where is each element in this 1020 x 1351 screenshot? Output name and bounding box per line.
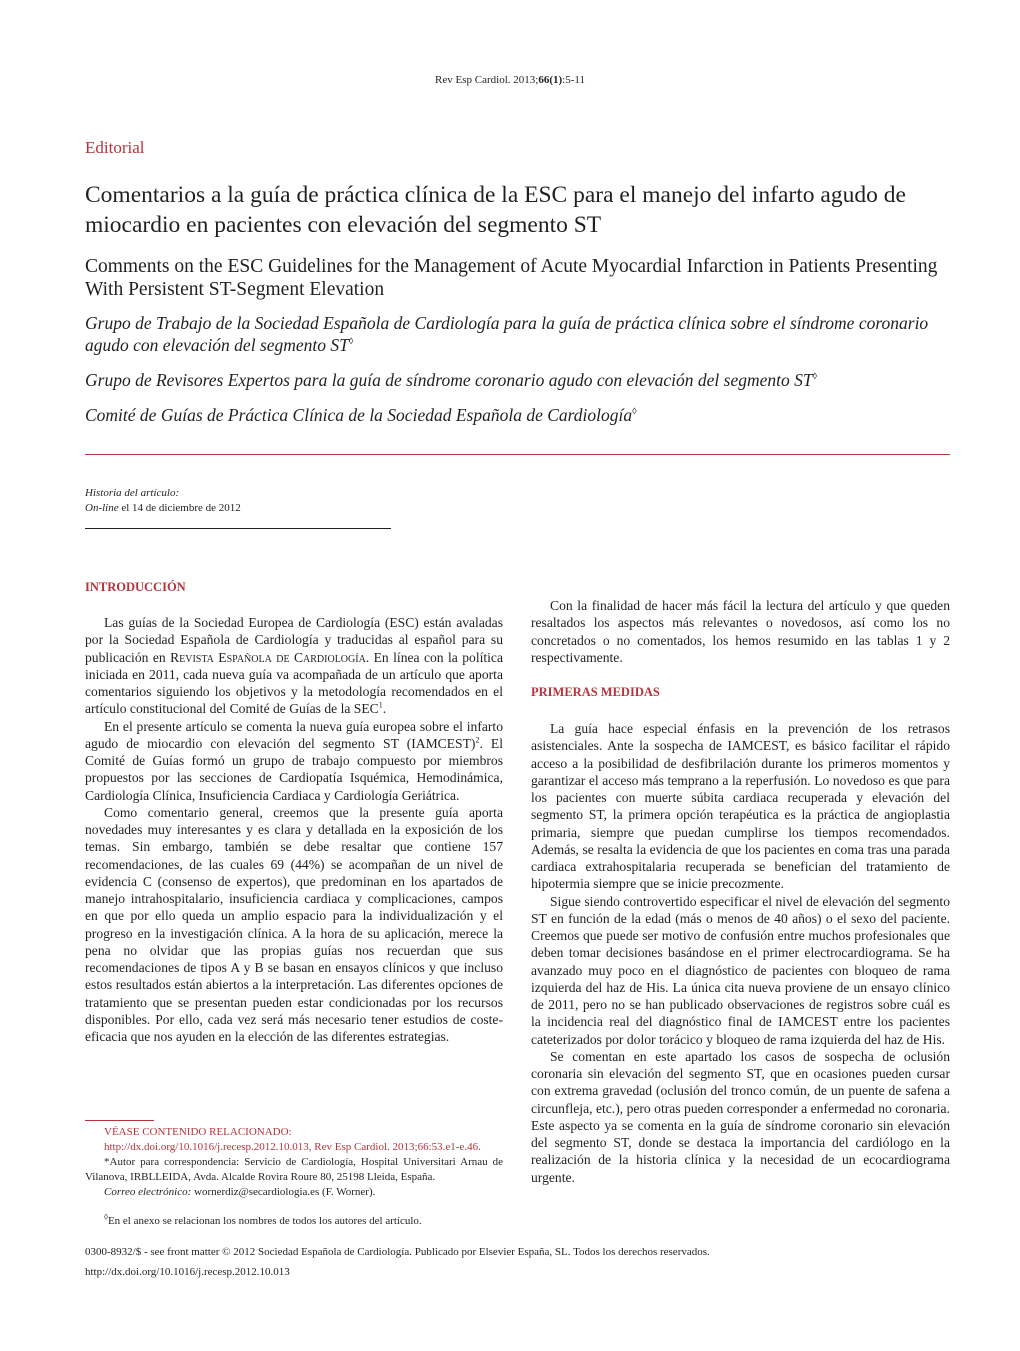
paragraph: Las guías de la Sociedad Europea de Cardiología (ESC) están avaladas por la Sociedad Española de Cardiología y traducidas al español para su publicación en Revista Española de Cardiología. En línea con la política iniciada en 2011, cada nueva guía va acompañada de un artículo que aporta comentarios siguiendo los objetivos y la metodología recomendados en el artículo constitucional del Comité de Guías de la SEC$^1$.	[85, 615, 503, 717]
copyright-line: 0300-8932/$ - see front matter © 2012 Sociedad Española de Cardiología. Publicado por Elsevier España, SL. Todos los derechos reservados.	[85, 1246, 710, 1258]
paragraph: Con la finalidad de hacer más fácil la lectura del artículo y que queden resaltados los aspectos más relevantes o novedosos, así como los no concretados o no comentados, los hemos resumido en las tablas 1 y 2 respectivamente.	[531, 598, 950, 665]
history-divider	[85, 528, 391, 529]
author-group-reviewers: Grupo de Revisores Expertos para la guía de síndrome coronario agudo con elevación del segmento ST◊	[85, 370, 818, 390]
paragraph: Sigue siendo controvertido especificar el nivel de elevación del segmento ST en función de la edad (más o menos de 40 años) o el sexo del paciente. Creemos que puede ser motivo de confusión entre muchos profesionales que deben tomar decisiones basándose en el primer electrocardiograma. Se ha avanzado muy poco en el diagnóstico de pacientes con bloqueo de rama izquierda del haz de His. La única cita nueva proviene de un ensayo clínico de 2011, pero no se han publicado observaciones de registros sobre cuál es la incidencia real del diagnóstico final de IAMCEST entre los pacientes cateterizados por dolor torácico y bloqueo de rama izquierda del haz de His.	[531, 893, 950, 1047]
paragraph: La guía hace especial énfasis en la prevención de los retrasos asistenciales. Ante la sospecha de IAMCEST, es básico facilitar el rápido acceso a la posibilidad de desfibrilación durante los primeros momentos y garantizar el acceso más temprano a la reperfusión. Lo novedoso es que para los pacientes con muerte súbita cardiaca recuperada y elevación del segmento ST, la primera opción terapéutica es la práctica de angioplastia primaria, siempre que puedan cumplirse los tiempos recomendados. Además, se resalta la evidencia de que los pacientes en coma tras una parada cardiaca extrahospitalaria recuperada se benefician del tratamiento de hipotermia siempre que se inicie precozmente.	[531, 721, 950, 892]
journal-reference: Rev Esp Cardiol. 2013;66(1):5-11	[435, 74, 585, 86]
article-title-spanish: Comentarios a la guía de práctica clínica de la ESC para el manejo del infarto agudo de miocardio en pacientes con elevación del segmento ST	[85, 182, 906, 238]
article-title-english: Comments on the ESC Guidelines for the Management of Acute Myocardial Infarction in Patients Presenting With Persistent ST-Segment Elevation	[85, 256, 938, 300]
measures-heading: PRIMERAS MEDIDAS	[531, 685, 660, 699]
related-content-link[interactable]: http://dx.doi.org/10.1016/j.recesp.2012.10.013, Rev Esp Cardiol. 2013;66:53.e1-e.46.	[104, 1141, 481, 1153]
section-label: Editorial	[85, 138, 145, 157]
paragraph: Como comentario general, creemos que la presente guía aporta novedades muy interesantes y es clara y detallada en la exposición de los temas. Sin embargo, también se debe resaltar que contiene 157 recomendaciones, de las cuales 69 (44%) se acompañan de un nivel de evidencia C (consenso de expertos), que predominan en los apartados de manejo intrahospitalario, insuficiencia cardiaca y complicaciones, campos en que por ello queda un amplio espacio para la individualización y el progreso en la investigación clínica. A la hora de su aplicación, merece la pena no olvidar que las propias guías nos recuerdan que sus recomendaciones de tipos A y B se basan en ensayos clínicos y que incluso estos resultados están abiertos a la interpretación. Las diferentes opciones de tratamiento que se presentan pueden estar condicionadas por los recursos disponibles. Por ello, cada vez será más necesario tener estudios de coste-eficacia que nos ayuden en la elección de las diferentes estrategias.	[85, 804, 503, 1044]
right-column-intro	[531, 597, 950, 666]
right-column-measures	[531, 720, 950, 1186]
left-column	[85, 614, 503, 1045]
author-group-committee: Comité de Guías de Práctica Clínica de la Sociedad Española de Cardiología◊	[85, 405, 637, 425]
correspondence-note: *Autor para correspondencia: Servicio de Cardiología, Hospital Universitari Arnau de Vilanova, IRBLLEIDA, Avda. Alcalde Rovira Roure 80, 25198 Lleida, España.	[85, 1156, 503, 1183]
footnote-divider	[85, 1120, 154, 1121]
annex-note: ◊En el anexo se relacionan los nombres de todos los autores del artículo.	[104, 1212, 422, 1227]
doi-link[interactable]: http://dx.doi.org/10.1016/j.recesp.2012.10.013	[85, 1266, 290, 1278]
article-history: Historia del artículo: On-line el 14 de diciembre de 2012	[85, 487, 241, 514]
footnotes	[85, 1125, 503, 1229]
paragraph: Se comentan en este apartado los casos de sospecha de oclusión coronaria sin elevación del segmento ST, que en ocasiones pueden cursar con extrema gravedad (oclusión del tronco común, de un puente de safena a circunfleja, etc.), pero otras pueden corresponder a enfermedad no coronaria. Este aspecto ya se comenta en la guía de síndrome coronario sin elevación del segmento ST, donde se destaca la importancia del cardiólogo en la realización de la historia clínica y la necesidad de un ecocardiograma urgente.	[531, 1048, 950, 1185]
header-divider	[85, 454, 950, 455]
intro-heading: INTRODUCCIÓN	[85, 580, 186, 594]
related-content-label: VÉASE CONTENIDO RELACIONADO:	[104, 1126, 292, 1138]
email-note: Correo electrónico: wornerdiz@secardiologia.es (F. Worner).	[104, 1186, 376, 1198]
paragraph: En el presente artículo se comenta la nueva guía europea sobre el infarto agudo de miocardio con elevación del segmento ST (IAMCEST)$^2$. El Comité de Guías formó un grupo de trabajo compuesto por miembros propuestos por las secciones de Cardiopatía Isquémica, Hemodinámica, Cardiología Clínica, Insuficiencia Cardiaca y Cardiología Geriátrica.	[85, 718, 503, 803]
author-group-working: Grupo de Trabajo de la Sociedad Española de Cardiología para la guía de práctica clínica sobre el síndrome coronario agudo con elevación del segmento ST◊	[85, 313, 929, 355]
